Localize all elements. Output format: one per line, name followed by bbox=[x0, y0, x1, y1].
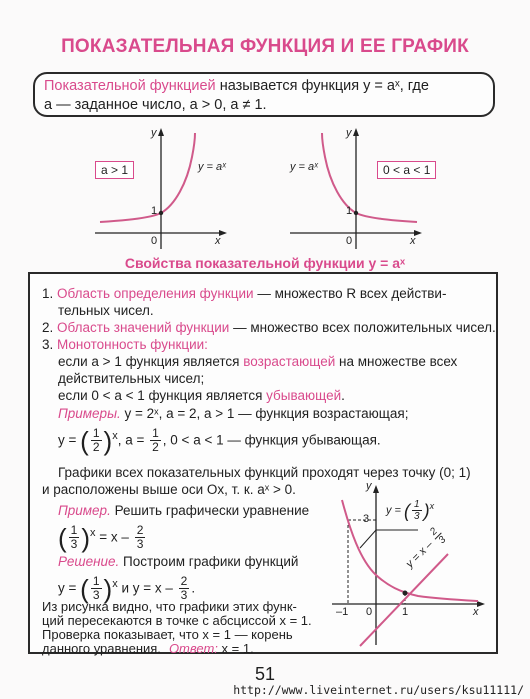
tick-one: 1 bbox=[346, 205, 353, 217]
definition-term: Показательной функцией bbox=[44, 78, 216, 94]
answer-label: Ответ: bbox=[168, 641, 218, 656]
curve-label: y = aˣ bbox=[290, 161, 318, 173]
solution-functions: y = ( $\frac{1}{3}$ )$^x$ и y = x – $\frac{2}{3}$ . bbox=[58, 573, 196, 604]
page-number: 51 bbox=[254, 664, 276, 684]
properties-title: Свойства показательной функции y = aˣ bbox=[124, 255, 406, 271]
examples-line-2: y = ( $\frac{1}{2}$ )$^x$, a = $\frac{1}{2}$ , 0 < a < 1 — функция убывающая. bbox=[58, 425, 381, 456]
property-3: 3. Монотонность функции: bbox=[42, 337, 208, 352]
curve-label: y = aˣ bbox=[198, 161, 226, 173]
y-axis-label: y bbox=[366, 480, 372, 492]
tick-one: 1 bbox=[402, 606, 409, 618]
badge-a-between-0-1: 0 < a < 1 bbox=[377, 161, 436, 179]
line-label: y = x – 2 3 bbox=[403, 525, 449, 571]
x-axis-label: x bbox=[215, 235, 221, 247]
property-3-decreasing: если 0 < a < 1 функция является убывающей. bbox=[58, 388, 345, 403]
tick-three: 3 bbox=[363, 513, 370, 525]
graph-increasing bbox=[95, 125, 235, 253]
x-axis-label: x bbox=[473, 606, 479, 618]
definition-line-2: a — заданное число, a > 0, a ≠ 1. bbox=[44, 97, 267, 113]
answer-value: x = 1. bbox=[217, 641, 254, 656]
property-1: 1. Область определения функции — множество R всех действи- bbox=[42, 286, 447, 301]
property-3-increasing: если a > 1 функция является возрастающей на множестве всех bbox=[58, 354, 458, 369]
conclusion-line-3: Проверка показывает, что x = 1 — корень bbox=[42, 627, 293, 642]
graph-decreasing bbox=[290, 125, 440, 253]
origin-label: 0 bbox=[366, 606, 373, 618]
tick-one: 1 bbox=[151, 205, 158, 217]
solution-line: Решение. Построим графики функций bbox=[58, 554, 299, 569]
example2-equation: ( $\frac{1}{3}$ )$^x$ = x – $\frac{2}{3}$ bbox=[58, 522, 144, 553]
badge-a-greater-1: a > 1 bbox=[95, 161, 134, 179]
graph-solution bbox=[330, 480, 490, 650]
note-line-1: Графики всех показательных функций проходят через точку (0; 1) bbox=[58, 465, 471, 480]
property-3-increasing-cont: действительных чисел; bbox=[58, 371, 205, 386]
note-line-2: и расположены выше оси Ox, т. к. aˣ > 0. bbox=[42, 482, 296, 497]
examples-line-1: Примеры. y = 2ˣ, a = 2, a > 1 — функция возрастающая; bbox=[58, 406, 409, 421]
definition-text: называется функция y = aˣ, где bbox=[215, 78, 429, 94]
conclusion-text: данного уравнения. bbox=[42, 641, 161, 656]
conclusion-line-4 bbox=[42, 642, 254, 656]
tick-minus-one: –1 bbox=[336, 606, 349, 618]
property-1-cont: тельных чисел. bbox=[58, 303, 154, 318]
page-title: ПОКАЗАТЕЛЬНАЯ ФУНКЦИЯ И ЕЕ ГРАФИК bbox=[61, 36, 469, 57]
conclusion-line-1: Из рисунка видно, что графики этих функ- bbox=[42, 599, 297, 614]
origin-label: 0 bbox=[151, 235, 158, 247]
definition-line-1 bbox=[44, 77, 429, 95]
y-axis-label: y bbox=[151, 127, 157, 139]
curve-label-box: y = ( $\frac{1}{3}$ )$^x$ bbox=[386, 499, 435, 523]
source-url: http://www.liveinternet.ru/users/ksu11111/ bbox=[233, 683, 524, 697]
conclusion-line-2: ций пересекаются в точке с абсциссой x = 1. bbox=[42, 613, 312, 628]
origin-label: 0 bbox=[346, 235, 353, 247]
y-axis-label: y bbox=[346, 127, 352, 139]
example2-line-1: Пример. Решить графически уравнение bbox=[58, 503, 310, 518]
property-2: 2. Область значений функции — множество всех положительных чисел. bbox=[42, 320, 496, 335]
x-axis-label: x bbox=[410, 235, 416, 247]
